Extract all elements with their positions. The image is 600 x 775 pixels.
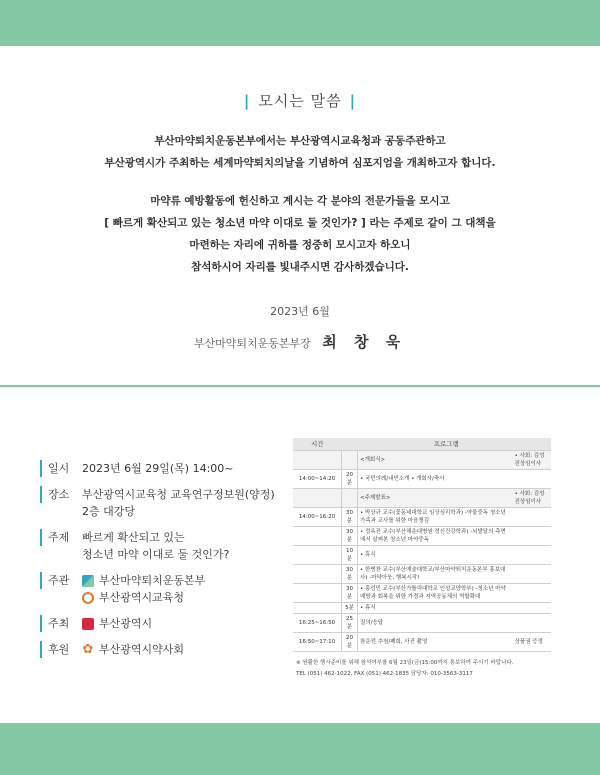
program-time bbox=[293, 584, 342, 603]
program-duration: 5분 bbox=[342, 603, 358, 614]
program-duration bbox=[342, 489, 358, 508]
invitation-paragraph-1: 부산마약퇴치운동본부에서는 부산광역시교육청과 공동주관하고 부산광역시가 주최하는 세계마약퇴치의날을 기념하여 심포지엄을 개최하고자 합니다. bbox=[104, 135, 496, 169]
anti-drug-logo-icon bbox=[82, 575, 94, 587]
program-time: 16:50~17:10 bbox=[293, 633, 342, 652]
program-time bbox=[293, 546, 342, 565]
place-row: 장소 부산광역시교육청 교육연구정보원(양정) 2층 대강당 bbox=[40, 486, 280, 520]
program-duration: 30분 bbox=[342, 508, 358, 527]
theme-row: 주제 빠르게 확산되고 있는 청소년 마약 이대로 둘 것인가? bbox=[40, 529, 280, 563]
program-time bbox=[293, 527, 342, 546]
busan-city-logo-icon bbox=[82, 618, 94, 630]
datetime-row: 일시 2023년 6월 29일(목) 14:00~ bbox=[40, 460, 280, 477]
program-note: • 사회: 김성진상임이사 bbox=[513, 451, 551, 470]
page-title-text: 모시는 말씀 bbox=[258, 92, 342, 110]
header-time: 시간 bbox=[293, 438, 342, 451]
program-row bbox=[293, 546, 551, 565]
program-duration: 25분 bbox=[342, 614, 358, 633]
program-row bbox=[293, 614, 551, 633]
program-note: 상품권 증정 bbox=[513, 633, 551, 652]
program-time: 14:00~16:20 bbox=[293, 508, 342, 527]
program-item: • 국민의례/내빈소개 • 개회사/축사 bbox=[358, 470, 513, 489]
program-time bbox=[293, 565, 342, 584]
section-divider bbox=[0, 385, 600, 387]
program-note bbox=[513, 508, 551, 527]
program-row bbox=[293, 451, 551, 470]
program-time bbox=[293, 451, 342, 470]
top-band bbox=[0, 0, 600, 46]
program-note bbox=[513, 603, 551, 614]
program-duration: 20분 bbox=[342, 633, 358, 652]
program-note bbox=[513, 527, 551, 546]
invitation-date: 2023년 6월 bbox=[270, 305, 330, 318]
program-item: • 정옥진 교수(부산해운대병원 정신건강학과) -뇌발달의 측면에서 살펴본 청소년 마약중독 bbox=[358, 527, 513, 546]
rsvp-note: ※ 원활한 행사준비를 위해 참석여부를 6월 23일(금)15:00까지 통보하여 주시기 바랍니다. TEL (051) 462-1022, FAX (051) 462-1835 담당자: 010-3563-3117 bbox=[296, 660, 514, 677]
program-item: 참운전 추첨/폐회, 사진 촬영 bbox=[358, 633, 513, 652]
program-row bbox=[293, 470, 551, 489]
sponsor-row: 후원 ✿ 부산광역시약사회 bbox=[40, 641, 280, 658]
program-item: 질의/응답 bbox=[358, 614, 513, 633]
program-duration: 10분 bbox=[342, 546, 358, 565]
program-item: <주제발표> bbox=[358, 489, 513, 508]
program-duration: 30분 bbox=[342, 565, 358, 584]
program-item: • 휴식 bbox=[358, 546, 513, 565]
host-row: 주최 부산광역시 bbox=[40, 615, 280, 632]
program-row bbox=[293, 508, 551, 527]
program-row bbox=[293, 527, 551, 546]
program-note bbox=[513, 614, 551, 633]
organizer-row: 주관 부산마약퇴치운동본부 부산광역시교육청 bbox=[40, 572, 280, 606]
program-note bbox=[513, 565, 551, 584]
program-note bbox=[513, 546, 551, 565]
program-item: <개회식> bbox=[358, 451, 513, 470]
program-time bbox=[293, 603, 342, 614]
header-program: 프로그램 bbox=[342, 438, 552, 451]
program-time bbox=[293, 489, 342, 508]
program-note bbox=[513, 584, 551, 603]
program-row bbox=[293, 584, 551, 603]
program-table bbox=[293, 438, 551, 652]
program-item: • 박상규 교수(꽃동네대학교 임상심리학과) -약물중독 청소년 가족과 교사를 위한 마음챙김 bbox=[358, 508, 513, 527]
program-item: • 한병찬 교수(부산예술대학교/부산마약퇴치운동본부 홍보대사) -마약아웃, 행복시작! bbox=[358, 565, 513, 584]
program-row bbox=[293, 603, 551, 614]
program-duration: 20분 bbox=[342, 470, 358, 489]
program-row bbox=[293, 565, 551, 584]
program-row bbox=[293, 489, 551, 508]
program-row bbox=[293, 633, 551, 652]
invitation-paragraph-2: 마약류 예방활동에 헌신하고 계시는 각 분야의 전문가들을 모시고 [ 빠르게 확산되고 있는 청소년 마약 이대로 둘 것인가? ] 라는 주제로 같이 그 대책을 마련하는 자리에 귀하를 정중히 모시고자 하오니 참석하시어 자리를 빛내주시면 감사하겠습니다. bbox=[104, 195, 496, 273]
signature bbox=[0, 331, 600, 352]
signature-title: 부산마약퇴치운동본부장 bbox=[193, 337, 311, 350]
program-time: 16:25~16:50 bbox=[293, 614, 342, 633]
event-details bbox=[40, 460, 280, 667]
signature-name: 최 창 욱 bbox=[322, 333, 407, 351]
program-item: • 휴식 bbox=[358, 603, 513, 614]
education-office-logo-icon bbox=[82, 592, 94, 604]
program-note: • 사회: 김성진상임이사 bbox=[513, 489, 551, 508]
program-duration: 30분 bbox=[342, 527, 358, 546]
program-item: • 홍성민 교수(부산가톨릭대학교 인성교양학부) -청소년 마약예방과 회복을 위한 가정과 지역공동체의 역할확대 bbox=[358, 584, 513, 603]
program-note bbox=[513, 470, 551, 489]
program-duration bbox=[342, 451, 358, 470]
page-title: | 모시는 말씀 | bbox=[243, 92, 357, 110]
program-duration: 30분 bbox=[342, 584, 358, 603]
bottom-band bbox=[0, 723, 600, 775]
pharmacist-assoc-logo-icon: ✿ bbox=[82, 641, 94, 657]
program-time: 14:00~14:20 bbox=[293, 470, 342, 489]
